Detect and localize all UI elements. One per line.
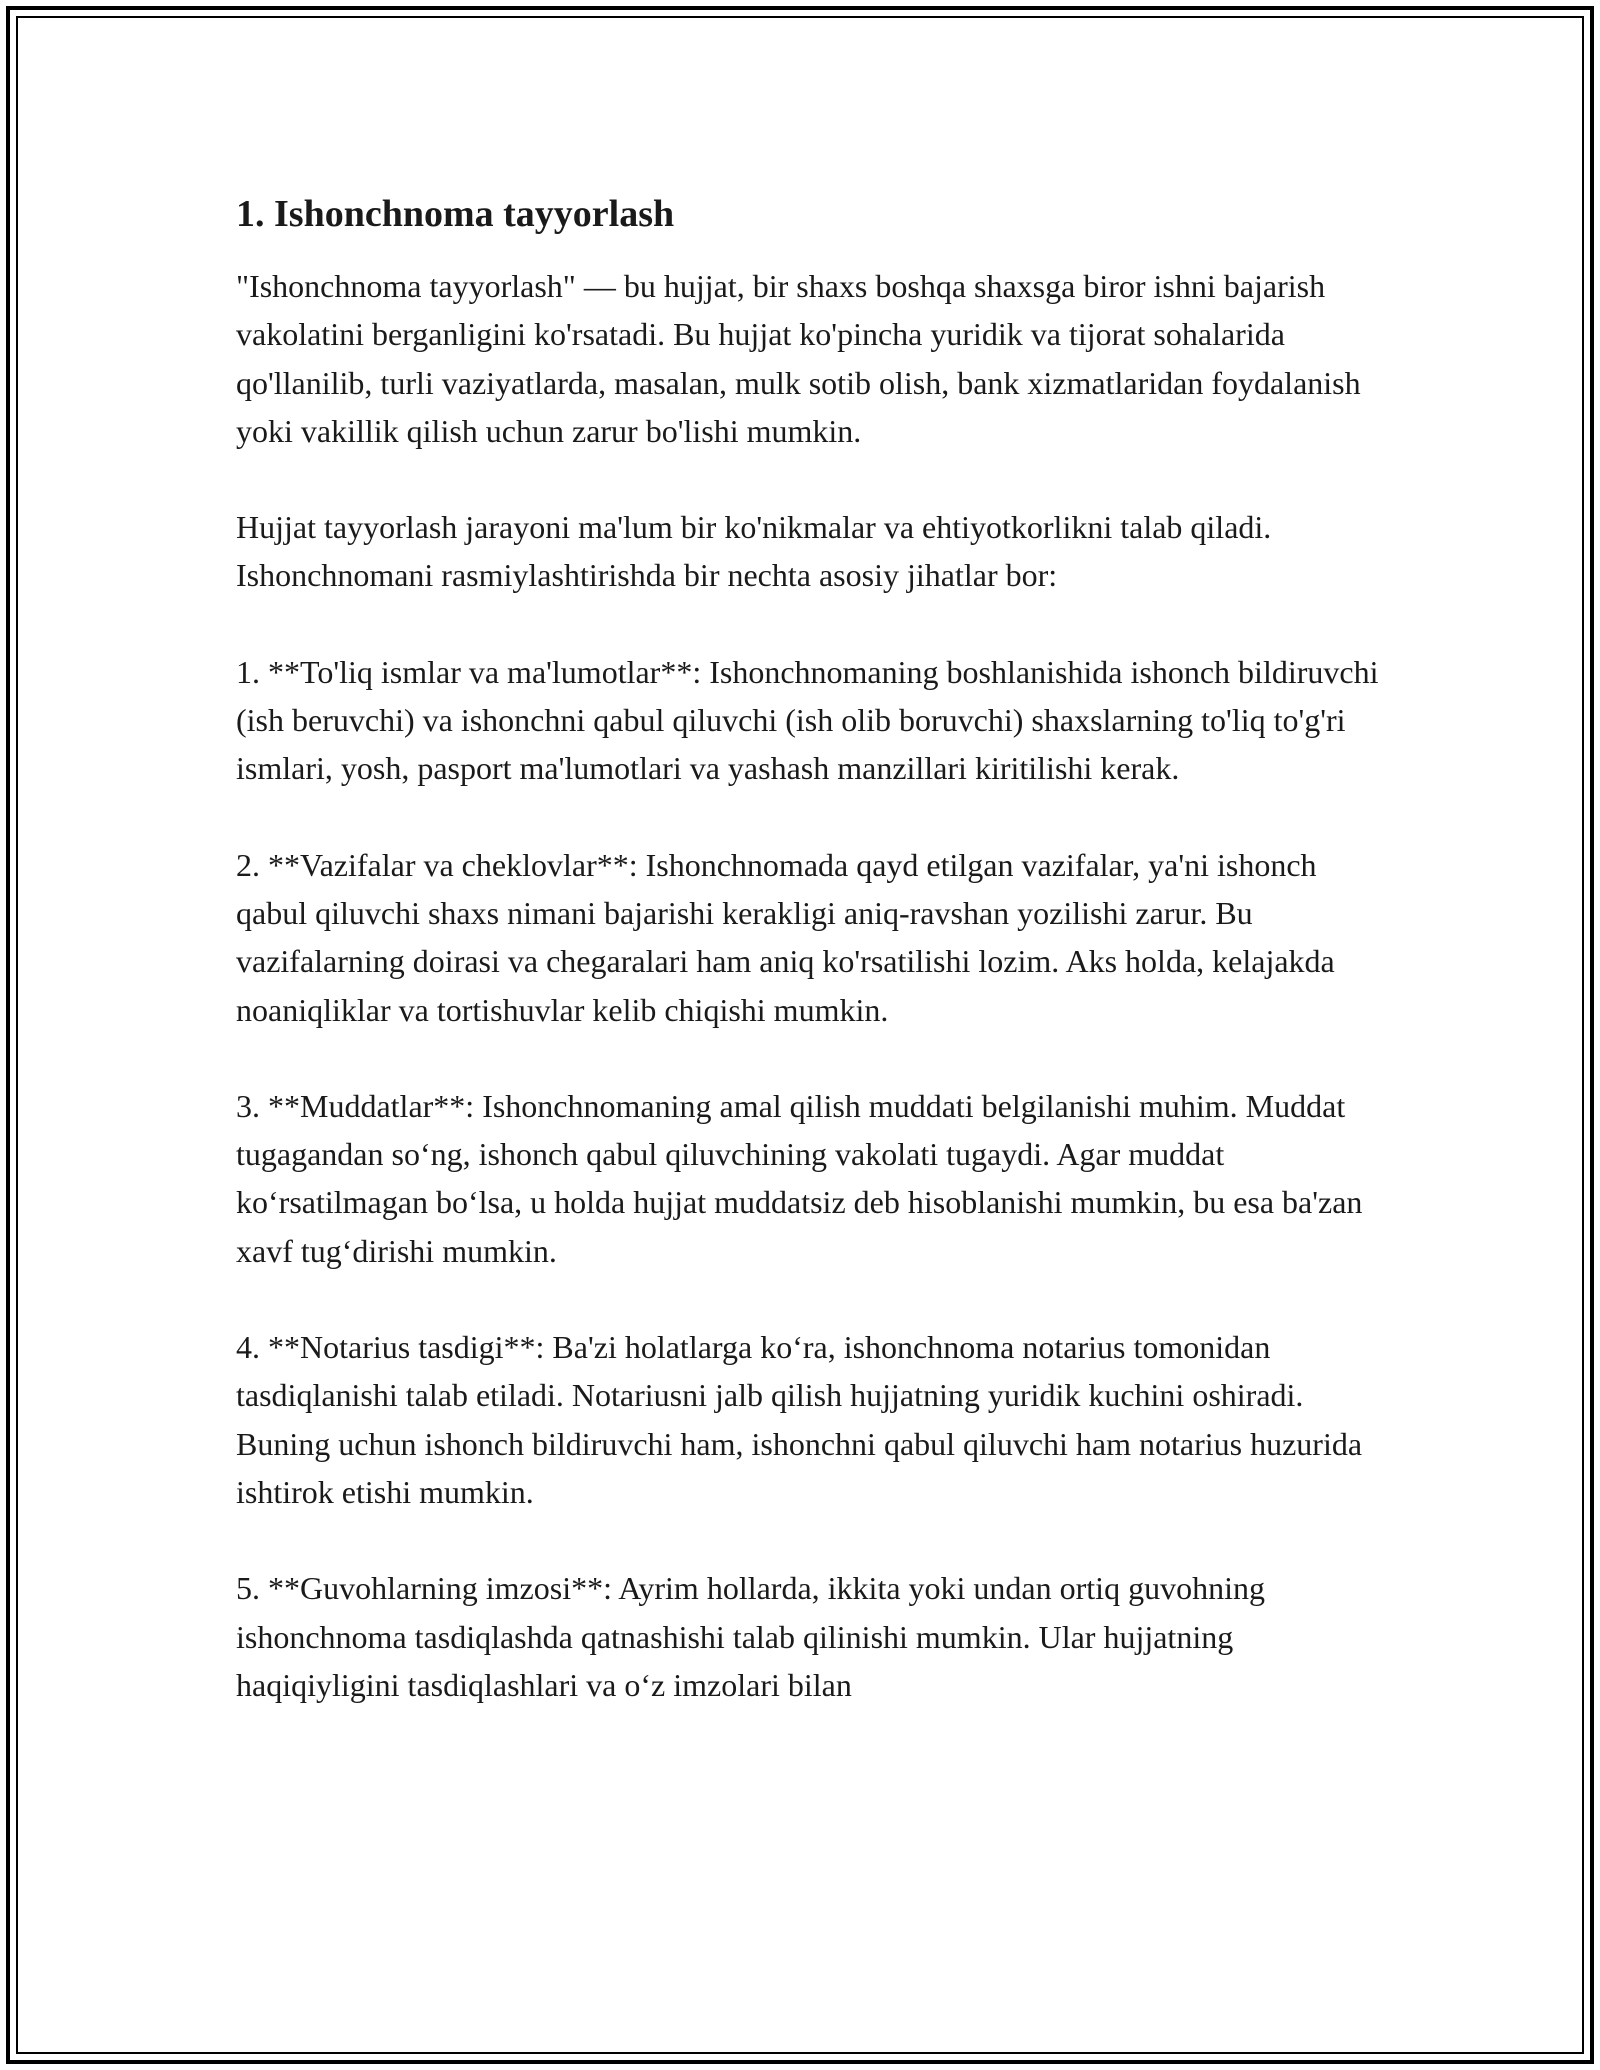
list-item-deadlines: 3. **Muddatlar**: Ishonchnomaning amal qilish muddati belgilanishi muhim. Muddat tugagandan so‘ng, ishonch qabul qiluvchining vakolati tugaydi. Agar muddat ko‘rsatilmagan bo‘lsa, u holda hujjat muddatsiz deb hisoblanishi mumkin, bu esa ba'zan xavf tug‘dirishi mumkin. xyxy=(236,1087,1363,1269)
list-item-notary: 4. **Notarius tasdigi**: Ba'zi holatlarga ko‘ra, ishonchnoma notarius tomonidan tasdiqlanishi talab etiladi. Notariusni jalb qilish hujjatning yuridik kuchini oshiradi. Buning uchun ishonch bildiruvchi ham, ishonchni qabul qiluvchi ham notarius huzurida ishtirok etishi mumkin. xyxy=(236,1329,1363,1510)
document-heading: 1. Ishonchnoma tayyorlash xyxy=(236,193,675,235)
paragraph-process: Hujjat tayyorlash jarayoni ma'lum bir ko'nikmalar va ehtiyotkorlikni talab qiladi. Ishonchnomani rasmiylashtirishda bir nechta asosiy jihatlar bor: xyxy=(236,509,1272,594)
paragraph-intro: "Ishonchnoma tayyorlash" — bu hujjat, bir shaxs boshqa shaxsga biror ishni bajarish vakolatini berganligini ko'rsatadi. Bu hujjat ko'pincha yuridik va tijorat sohalarida qo'llanilib, turli vaziyatlarda, masalan, mulk sotib olish, bank xizmatlaridan foydalanish yoki vakillik qilish uchun zarur bo'lishi mumkin. xyxy=(236,268,1361,449)
document-body xyxy=(236,188,1386,1709)
list-item-full-names: 1. **To'liq ismlar va ma'lumotlar**: Ishonchnomaning boshlanishida ishonch bildiruvchi (ish beruvchi) va ishonchni qabul qiluvchi (ish olib boruvchi) shaxslarning to'liq to'g'ri ismlari, yosh, pasport ma'lumotlari va yashash manzillari kiritilishi kerak. xyxy=(236,653,1379,787)
list-item-duties: 2. **Vazifalar va cheklovlar**: Ishonchnomada qayd etilgan vazifalar, ya'ni ishonch qabul qiluvchi shaxs nimani bajarishi kerakligi aniq-ravshan yozilishi zarur. Bu vazifalarning doirasi va chegaralari ham aniq ko'rsatilishi lozim. Aks holda, kelajakda noaniqliklar va tortishuvlar kelib chiqishi mumkin. xyxy=(236,846,1335,1028)
list-item-witnesses: 5. **Guvohlarning imzosi**: Ayrim hollarda, ikkita yoki undan ortiq guvohning ishonchnoma tasdiqlashda qatnashishi talab qilinishi mumkin. Ular hujjatning haqiqiyligini tasdiqlashlari va o‘z imzolari bilan xyxy=(236,1570,1265,1703)
